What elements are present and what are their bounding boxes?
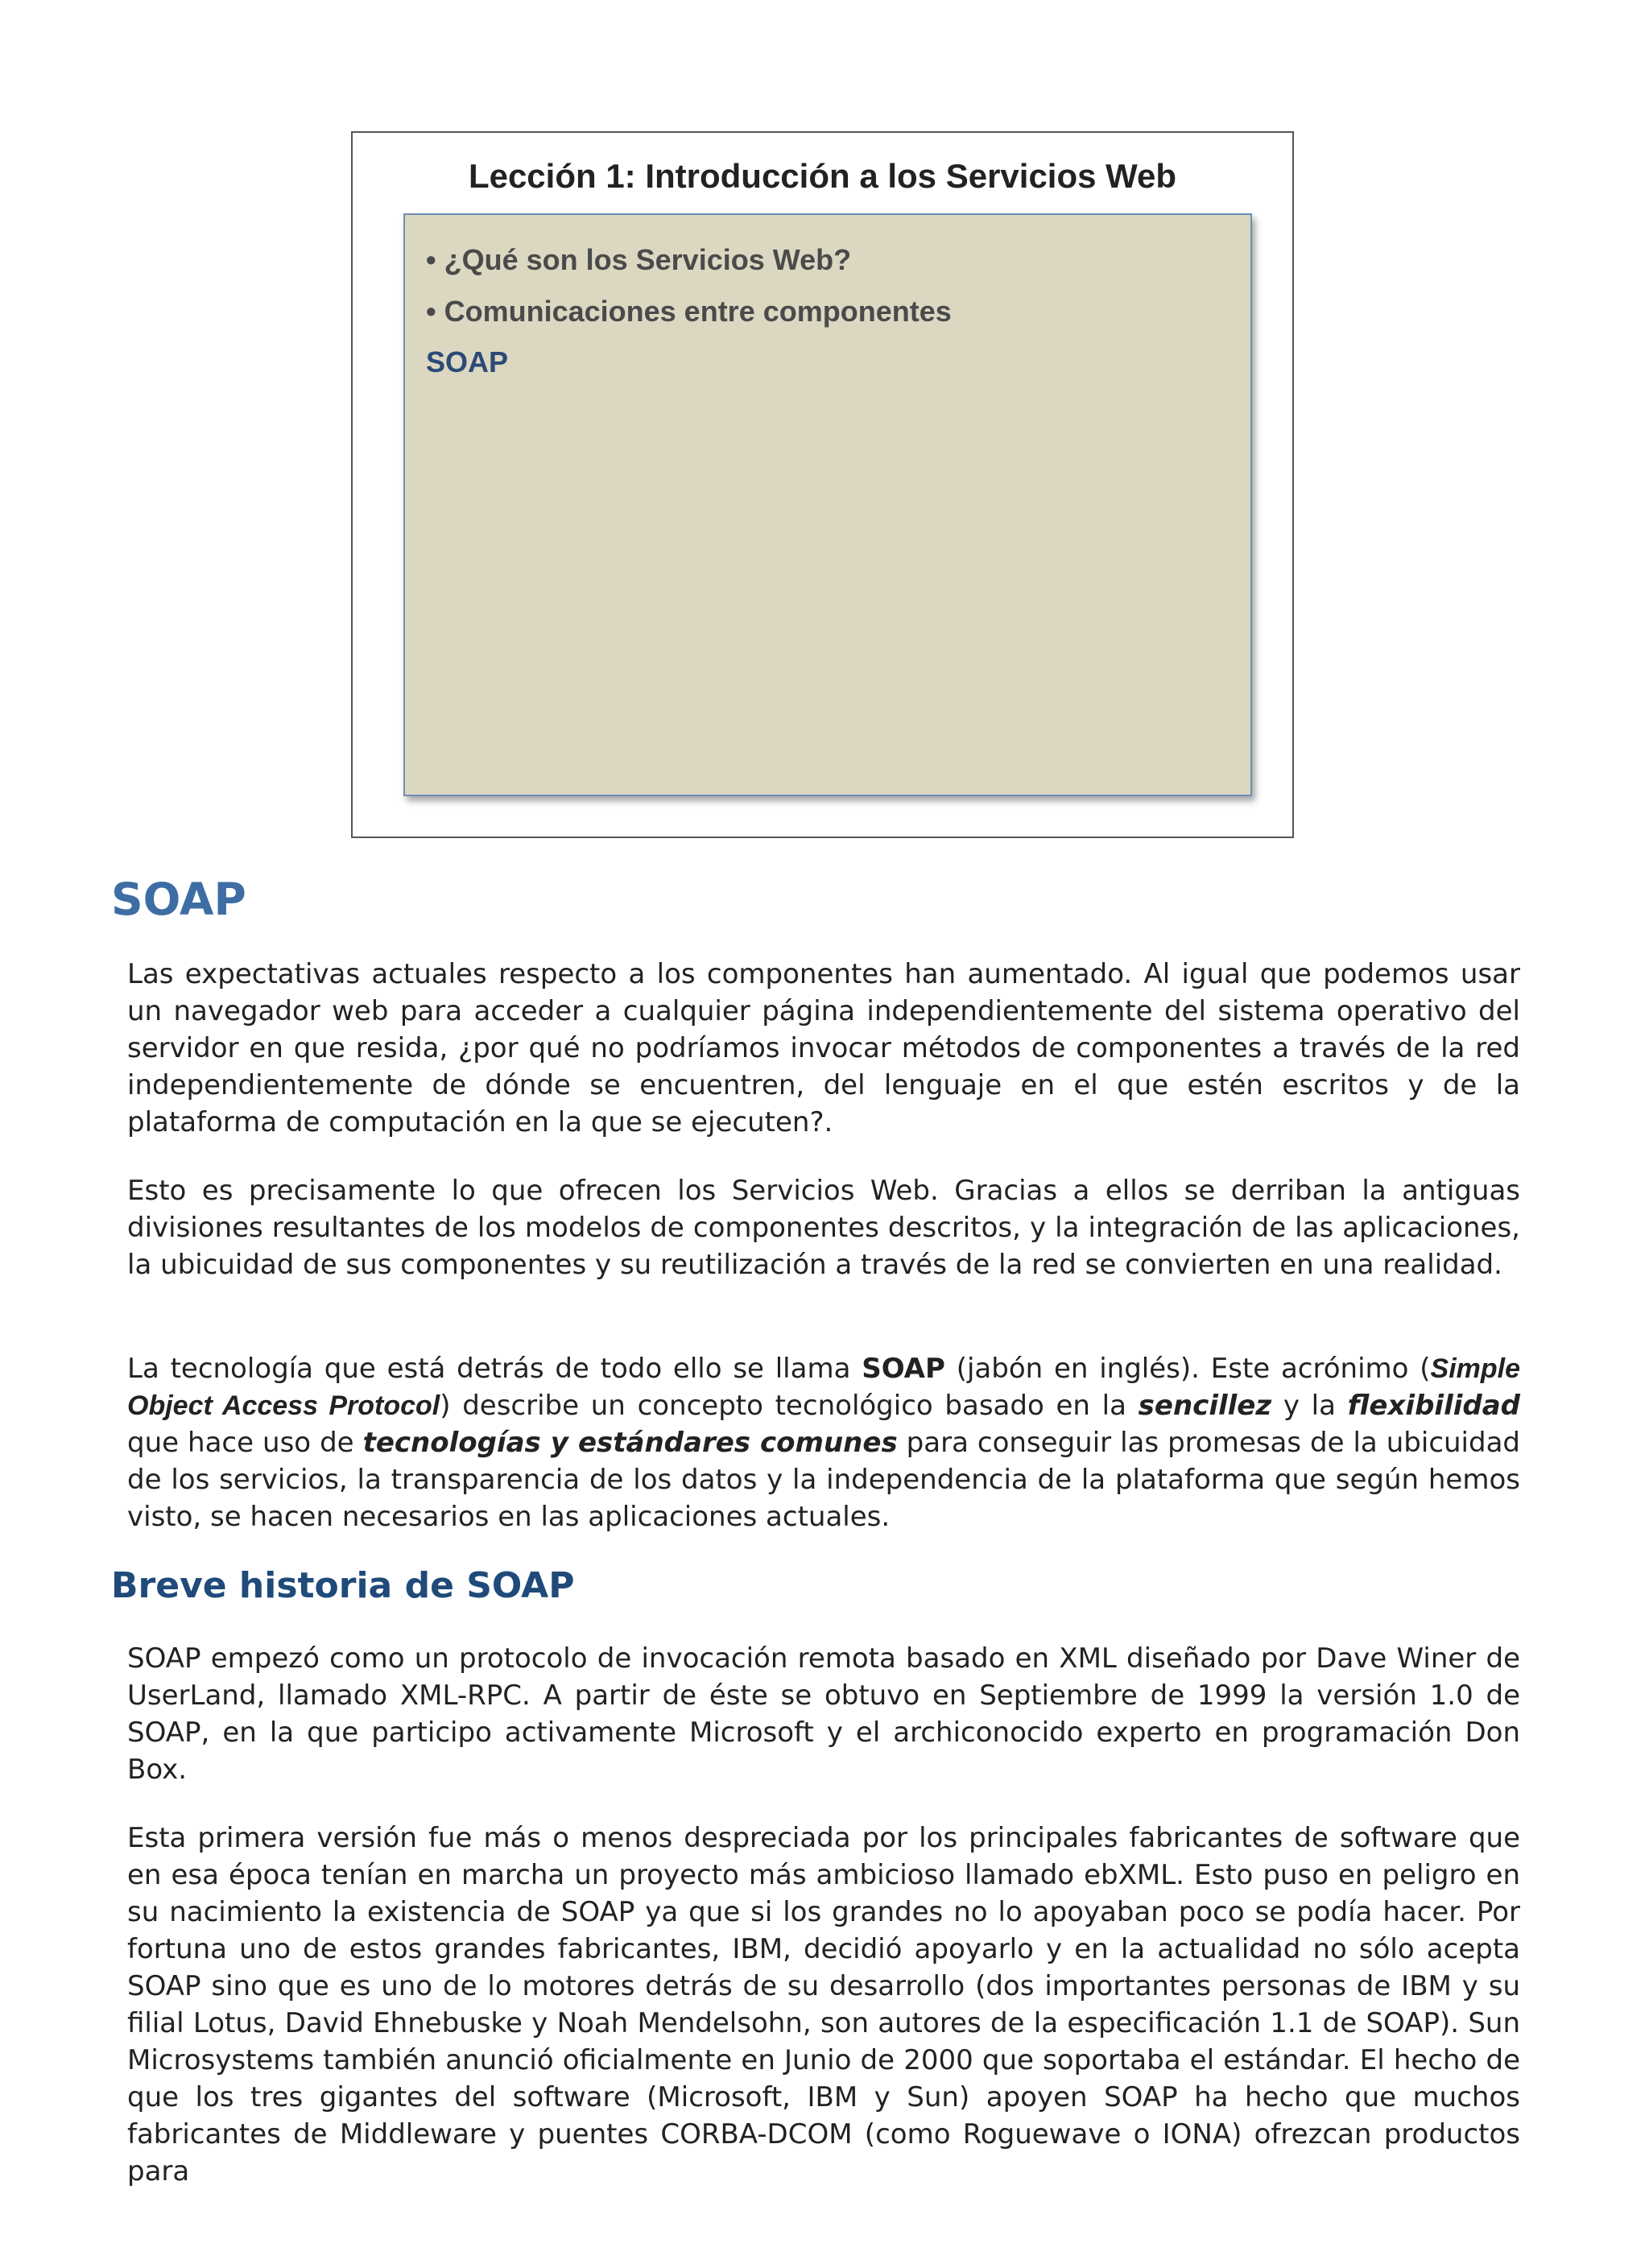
emphasis-text: flexibilidad — [1347, 1390, 1520, 1422]
slide-title: Lección 1: Introducción a los Servicios Web — [468, 157, 1177, 195]
slide-content-panel — [403, 213, 1252, 796]
emphasis-text: sencillez — [1138, 1390, 1272, 1422]
bullet-icon: • — [426, 243, 436, 276]
slide-bullet-list — [405, 215, 1250, 337]
emphasis-text: SOAP — [862, 1353, 945, 1385]
body-paragraph: SOAP empezó como un protocolo de invocación remota basado en XML diseñado por Dave Winer de UserLand, llamado XML-RPC. A partir de éste se obtuvo en Septiembre de 1999 la versión 1.0 de SOAP, en la que participo activamente Microsoft y el archiconocido experto en programación Don Box. — [127, 1642, 1520, 1786]
section-title: SOAP — [111, 874, 246, 925]
body-paragraph: Esto es precisamente lo que ofrecen los Servicios Web. Gracias a ellos se derriban la antiguas divisiones resultantes de los modelos de componentes descritos, y la integración de las aplicaciones, la ubicuidad de sus componentes y su reutilización a través de la red se convierten en una realidad. — [127, 1175, 1520, 1281]
slide-sub-item: SOAP — [426, 345, 509, 378]
body-paragraph: Las expectativas actuales respecto a los componentes han aumentado. Al igual que podemos usar un navegador web para acceder a cualquier página independientemente del sistema operativo del servidor en que resida, ¿por qué no podríamos invocar métodos de componentes a través de la red independientemente de dónde se encuentren, del lenguaje en el que estén escritos y de la plataforma de computación en la que se ejecuten?. — [127, 958, 1520, 1138]
body-paragraph: La tecnología que está detrás de todo ello se llama SOAP (jabón en inglés). Este acrónimo (Simple Object Access Protocol) describe un concepto tecnológico basado en la sencillez y la flexibilidad que hace uso de tecnologías y estándares comunes para conseguir las promesas de la ubicuidad de los servicios, la transparencia de los datos y la independencia de la plataforma que según hemos visto, se hacen necesarios en las aplicaciones actuales. — [127, 1353, 1521, 1533]
bullet-icon: • — [426, 295, 436, 328]
emphasis-text: tecnologías y estándares comunes — [362, 1427, 898, 1459]
slide-bullet-item: • ¿Qué son los Servicios Web? — [426, 243, 852, 276]
slide-bullet-item: • Comunicaciones entre componentes — [426, 295, 952, 328]
subsection-title: Breve historia de SOAP — [111, 1565, 575, 1606]
body-paragraph: Esta primera versión fue más o menos despreciada por los principales fabricantes de software que en esa época tenían en marcha un proyecto más ambicioso llamado ebXML. Esto puso en peligro en su nacimiento la existencia de SOAP ya que si los grandes no lo apoyaban poco se podía hacer. Por fortuna uno de estos grandes fabricantes, IBM, decidió apoyarlo y en la actualidad no sólo acepta SOAP sino que es uno de lo motores detrás de su desarrollo (dos importantes personas de IBM y su filial Lotus, David Ehnebuske y Noah Mendelsohn, son autores de la especificación 1.1 de SOAP). Sun Microsystems también anunció oficialmente en Junio de 2000 que soportaba el estándar. El hecho de que los tres gigantes del software (Microsoft, IBM y Sun) apoyen SOAP ha hecho que muchos fabricantes de Middleware y puentes CORBA-DCOM (como Roguewave o IONA) ofrezcan productos para — [127, 1822, 1520, 2187]
slide-image — [351, 131, 1294, 838]
emphasis-text: Simple Object Access Protocol — [127, 1353, 1520, 1421]
